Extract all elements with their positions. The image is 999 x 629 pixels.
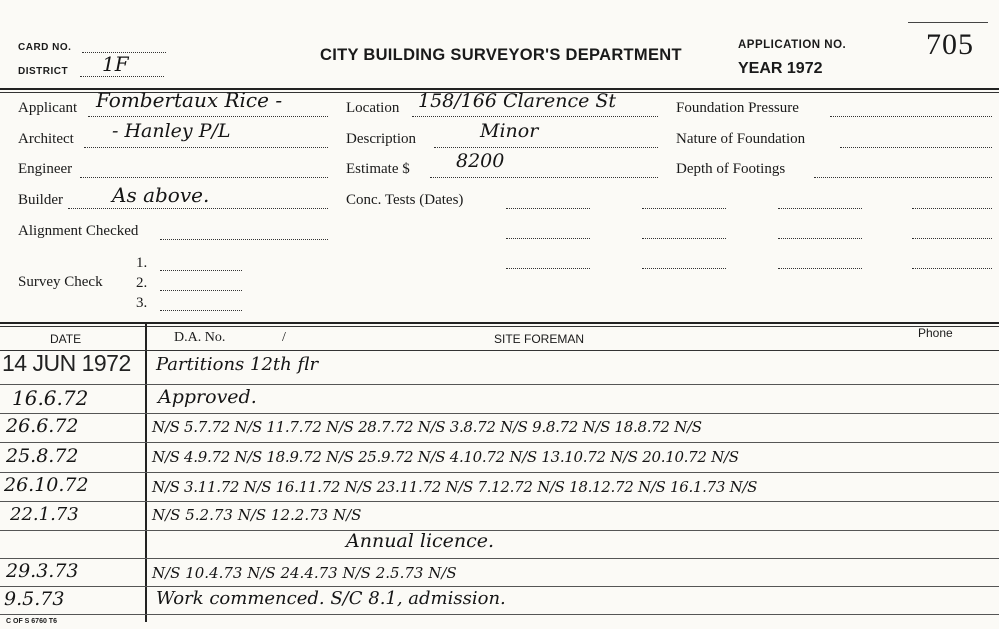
description-line bbox=[434, 147, 658, 148]
nature-line bbox=[840, 147, 992, 148]
conc-line bbox=[912, 268, 992, 269]
conc-line bbox=[506, 208, 590, 209]
survey-3: 3. bbox=[136, 295, 148, 311]
architect-label: Architect bbox=[18, 131, 74, 147]
row-9-text: Work commenced. S/C 8.1, admission. bbox=[156, 588, 506, 609]
nature-label: Nature of Foundation bbox=[676, 131, 806, 147]
conc-tests-label: Conc. Tests (Dates) bbox=[346, 192, 464, 208]
row-5-text: N/S 3.11.72 N/S 16.11.72 N/S 23.11.72 N/S 7.12.72 N/S 18.12.72 N/S 16.1.73 N/S bbox=[152, 478, 758, 496]
row-5-date: 26.10.72 bbox=[4, 474, 89, 496]
conc-line bbox=[506, 238, 590, 239]
conc-line bbox=[778, 268, 862, 269]
builder-line bbox=[68, 208, 328, 209]
col-foreman-header: SITE FOREMAN bbox=[494, 332, 585, 346]
row-rule bbox=[0, 558, 999, 559]
table-top-rule-thin bbox=[0, 326, 999, 327]
conc-line bbox=[506, 268, 590, 269]
survey-1: 1. bbox=[136, 255, 148, 271]
survey-3-line bbox=[160, 310, 242, 311]
location-line bbox=[412, 116, 658, 117]
depth-line bbox=[814, 177, 992, 178]
engineer-line bbox=[80, 177, 328, 178]
conc-line bbox=[778, 238, 862, 239]
row-6-text: N/S 5.2.73 N/S 12.2.73 N/S bbox=[152, 506, 362, 524]
foundation-pressure-line bbox=[830, 116, 992, 117]
builder-label: Builder bbox=[18, 192, 63, 208]
builder-value: As above. bbox=[112, 183, 210, 207]
location-label: Location bbox=[346, 100, 400, 116]
survey-label: Survey Check bbox=[18, 274, 103, 290]
alignment-line bbox=[160, 239, 328, 240]
number-rule bbox=[908, 22, 988, 23]
row-6-date: 22.1.73 bbox=[10, 504, 79, 525]
engineer-label: Engineer bbox=[18, 161, 73, 177]
architect-line bbox=[84, 147, 328, 148]
row-9-date: 9.5.73 bbox=[4, 588, 65, 610]
foundation-pressure-label: Foundation Pressure bbox=[676, 100, 799, 116]
row-3-date: 26.6.72 bbox=[6, 415, 79, 437]
row-rule bbox=[0, 586, 999, 587]
form-code: C OF S 6760 T6 bbox=[6, 618, 57, 625]
col-phone-header: Phone bbox=[918, 326, 953, 340]
description-value: Minor bbox=[480, 120, 539, 142]
application-number: 705 bbox=[926, 28, 974, 61]
applicant-value: Fombertaux Rice - bbox=[96, 88, 283, 112]
applicant-label: Applicant bbox=[18, 100, 78, 116]
row-2-date: 16.6.72 bbox=[12, 386, 89, 410]
application-label: APPLICATION NO. bbox=[738, 39, 847, 51]
estimate-line bbox=[430, 177, 658, 178]
row-4-date: 25.8.72 bbox=[6, 445, 79, 467]
col-da-header: D.A. No. bbox=[174, 330, 226, 345]
table-top-rule bbox=[0, 322, 999, 324]
conc-line bbox=[912, 208, 992, 209]
conc-line bbox=[912, 238, 992, 239]
alignment-label: Alignment Checked bbox=[18, 223, 139, 239]
row-rule bbox=[0, 384, 999, 385]
conc-line bbox=[642, 208, 726, 209]
survey-1-line bbox=[160, 270, 242, 271]
estimate-label: Estimate $ bbox=[346, 161, 410, 177]
district-value: 1F bbox=[102, 52, 129, 76]
conc-line bbox=[642, 238, 726, 239]
row-7-text: Annual licence. bbox=[346, 530, 495, 552]
row-rule bbox=[0, 501, 999, 502]
row-rule bbox=[0, 472, 999, 473]
row-4-text: N/S 4.9.72 N/S 18.9.72 N/S 25.9.72 N/S 4.10.72 N/S 13.10.72 N/S 20.10.72 N/S bbox=[152, 448, 739, 466]
depth-label: Depth of Footings bbox=[676, 161, 786, 177]
row-rule bbox=[0, 442, 999, 443]
architect-value: - Hanley P/L bbox=[112, 120, 231, 142]
applicant-line bbox=[88, 116, 328, 117]
district-label: DISTRICT bbox=[18, 66, 69, 77]
row-rule bbox=[0, 413, 999, 414]
conc-line bbox=[642, 268, 726, 269]
row-8-date: 29.3.73 bbox=[6, 560, 79, 582]
row-1-text: Partitions 12th flr bbox=[156, 354, 319, 375]
row-1-date-stamp: 14 JUN 1972 bbox=[2, 350, 131, 376]
location-value: 158/166 Clarence St bbox=[418, 90, 617, 112]
row-8-text: N/S 10.4.73 N/S 24.4.73 N/S 2.5.73 N/S bbox=[152, 564, 457, 582]
survey-2-line bbox=[160, 290, 242, 291]
col-slash: / bbox=[282, 330, 286, 345]
row-rule bbox=[0, 614, 999, 615]
description-label: Description bbox=[346, 131, 416, 147]
department-title: CITY BUILDING SURVEYOR'S DEPARTMENT bbox=[320, 46, 682, 64]
table-header-rule bbox=[0, 350, 999, 351]
row-2-text: Approved. bbox=[158, 386, 257, 408]
year-label: YEAR 1972 bbox=[738, 60, 823, 77]
row-rule bbox=[0, 530, 999, 531]
district-line bbox=[80, 76, 164, 77]
survey-2: 2. bbox=[136, 275, 148, 291]
card-no-label: CARD NO. bbox=[18, 42, 72, 53]
estimate-value: 8200 bbox=[456, 150, 505, 172]
col-date-header: DATE bbox=[50, 332, 82, 346]
conc-line bbox=[778, 208, 862, 209]
row-3-text: N/S 5.7.72 N/S 11.7.72 N/S 28.7.72 N/S 3.8.72 N/S 9.8.72 N/S 18.8.72 N/S bbox=[152, 418, 702, 436]
